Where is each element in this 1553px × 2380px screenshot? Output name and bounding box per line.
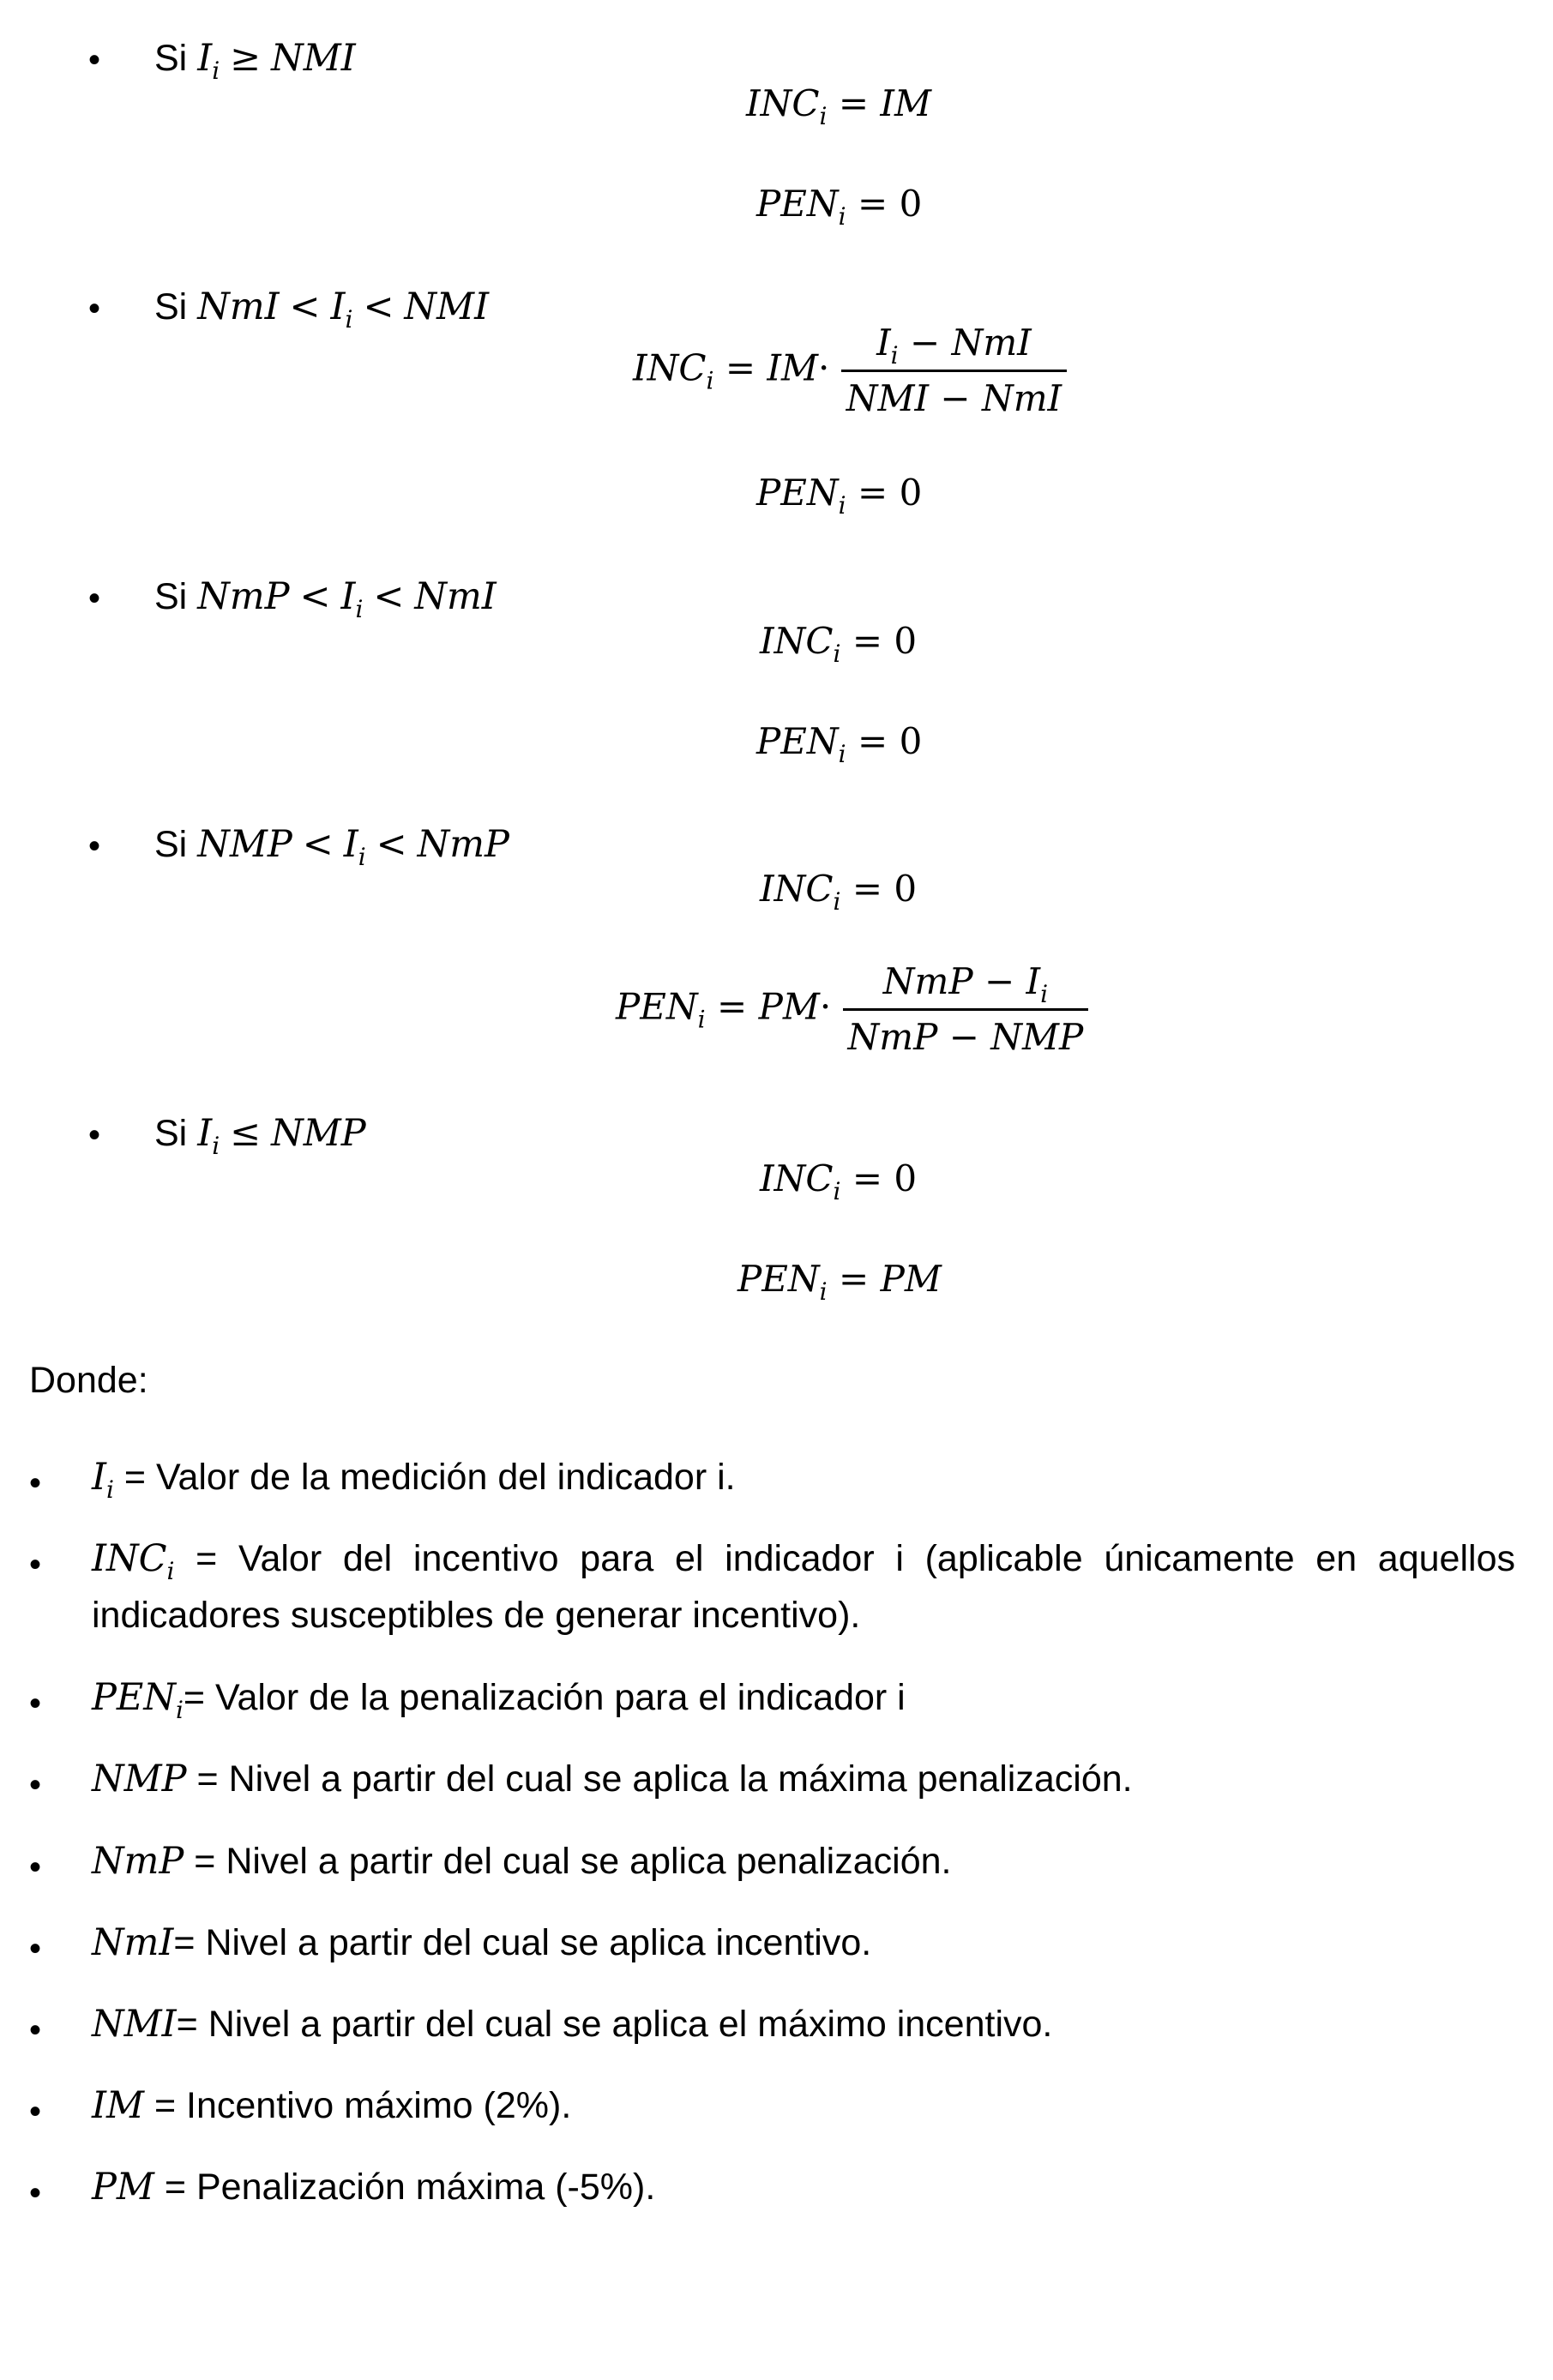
- fraction: $\frac{NmP - I_i}{\text{NmP − NMP}}$: [843, 960, 1089, 1059]
- definition-ii: $I_i$ = Valor de la medición del indicador i.: [92, 1456, 736, 1504]
- equation-pen-3: $PEN_i = 0$: [756, 720, 923, 768]
- equation-inc-2: $INC_i = IM\cdot$ $\frac{I_i - NmI}{\text{NMI − NmI}}$: [633, 322, 1067, 420]
- math-symbol: I: [197, 37, 213, 80]
- equation-inc-4: $INC_i = 0$: [760, 868, 918, 916]
- bullet-dot: •: [88, 41, 101, 79]
- definition-im: IM = Incentivo máximo (2%).: [92, 2084, 572, 2127]
- definition-peni: $PEN_i=$ Valor de la penalización para el indicador i: [92, 1676, 906, 1724]
- bullet-dot: •: [29, 2174, 42, 2212]
- math-subscript: i: [212, 57, 220, 85]
- bullet-dot: •: [88, 827, 101, 865]
- si-label: Si: [154, 38, 188, 79]
- equation-inc-5: $INC_i = 0$: [760, 1157, 918, 1205]
- fraction: $\frac{I_i - NmI}{\text{NMI − NmI}}$: [841, 322, 1067, 420]
- equation-inc-1: $INC_i$ = IM: [746, 82, 931, 130]
- condition-5: Si $I_i$ ≤ NMP: [154, 1112, 366, 1160]
- equation-pen-5: $PEN_i$ = PM: [737, 1258, 942, 1306]
- equation-inc-3: $INC_i = 0$: [760, 620, 918, 668]
- bullet-dot: •: [29, 2011, 42, 2049]
- bullet-dot: •: [29, 2093, 42, 2131]
- condition-3: Si NmP < $I_i$ < NmI: [154, 575, 497, 623]
- equation-pen-1: $PEN_i = 0$: [756, 183, 923, 231]
- condition-1: [154, 37, 356, 85]
- donde-label: Donde:: [29, 1360, 148, 1401]
- definition-nmi-min: NmI= Nivel a partir del cual se aplica incentivo.: [92, 1921, 872, 1964]
- definition-nmi-max: NMI= Nivel a partir del cual se aplica el máximo incentivo.: [92, 2003, 1053, 2046]
- bullet-dot: •: [29, 1930, 42, 1968]
- bullet-dot: •: [88, 580, 101, 617]
- math-symbol: NMI: [271, 37, 356, 80]
- equation-pen-2: $PEN_i = 0$: [756, 472, 923, 520]
- condition-2: Si NmI < $I_i$ < NMI: [154, 285, 490, 334]
- condition-4: Si NMP < $I_i$ < NmP: [154, 823, 509, 871]
- definition-pm: PM = Penalización máxima (-5%).: [92, 2166, 656, 2209]
- bullet-dot: •: [29, 1766, 42, 1804]
- definition-nmp-min: NmP = Nivel a partir del cual se aplica penalización.: [92, 1840, 952, 1883]
- bullet-dot: •: [29, 1464, 42, 1502]
- bullet-dot: •: [88, 290, 101, 328]
- bullet-dot: •: [88, 1116, 101, 1154]
- equation-pen-4: $PEN_i = PM\cdot$ $\frac{NmP - I_i}{\text{NmP − NMP}}$: [616, 960, 1088, 1059]
- bullet-dot: •: [29, 1848, 42, 1886]
- math-operator: ≥: [230, 37, 262, 80]
- bullet-dot: •: [29, 1546, 42, 1584]
- definition-inci: $INC_i$ = Valor del incentivo para el indicador i (aplicable únicamente en aquellos indicadores susceptibles de generar incentivo).: [92, 1537, 1515, 1636]
- bullet-dot: •: [29, 1685, 42, 1722]
- definition-nmp-max: NMP = Nivel a partir del cual se aplica la máxima penalización.: [92, 1758, 1133, 1800]
